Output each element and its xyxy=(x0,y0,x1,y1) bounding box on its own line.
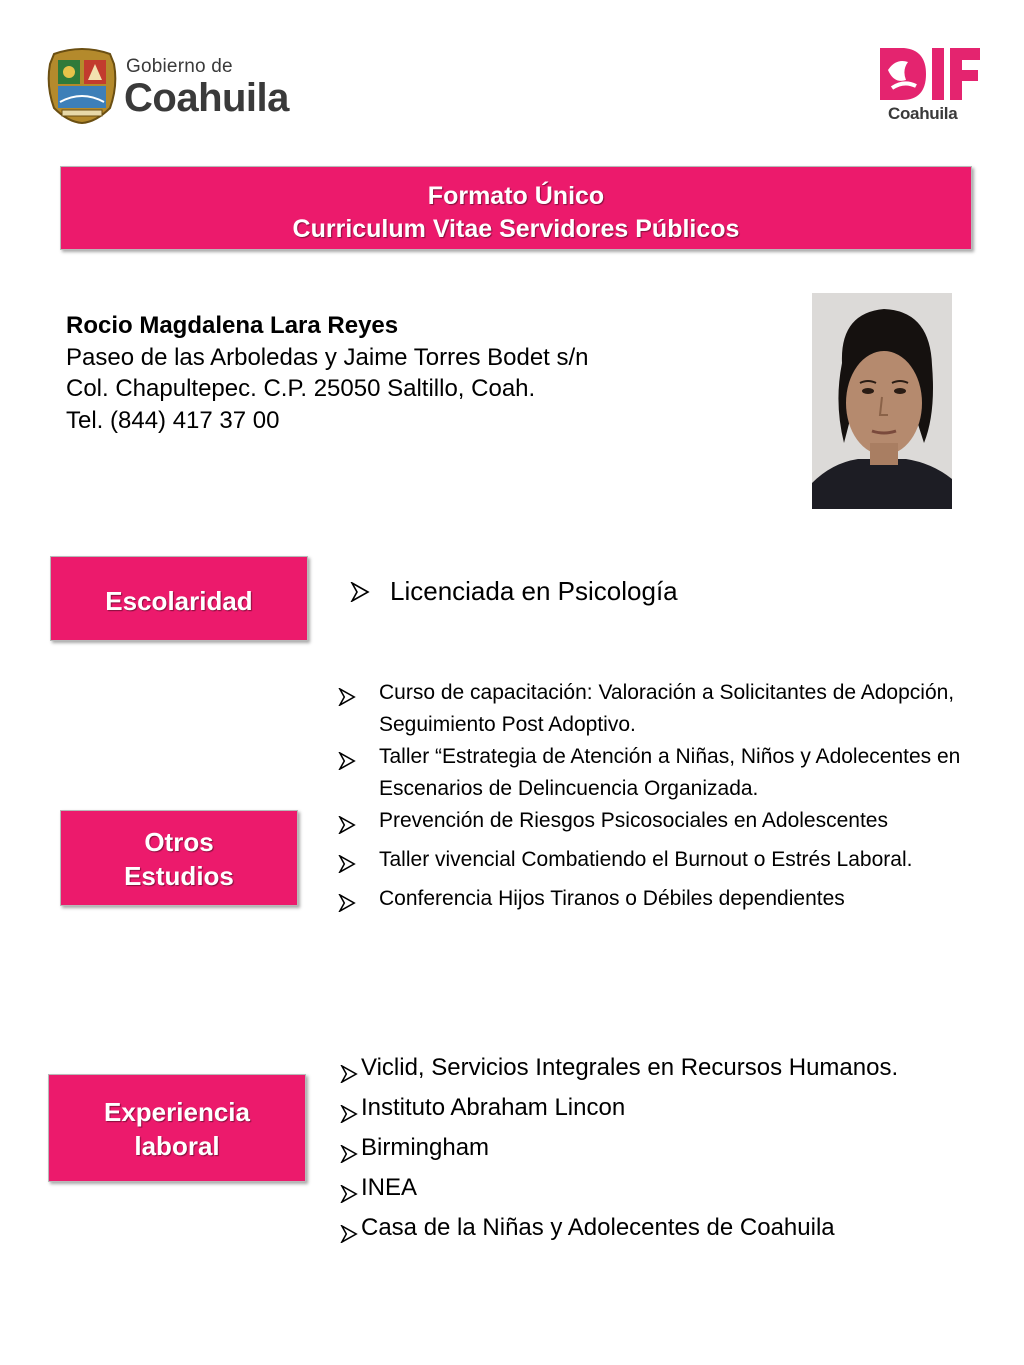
gobierno-big-text: Coahuila xyxy=(124,76,289,120)
otros-estudios-list xyxy=(338,677,978,922)
banner-line1: Formato Único xyxy=(427,182,605,210)
list-item-text: Taller vivencial Combatiendo el Burnout o Estrés Laboral. xyxy=(379,848,913,871)
arrow-bullet-icon xyxy=(338,805,379,844)
dif-coahuila-logo xyxy=(878,44,982,130)
label-experiencia-laboral xyxy=(48,1074,306,1182)
title-banner xyxy=(60,166,972,250)
list-item-text: Viclid, Servicios Integrales en Recursos Humanos. xyxy=(361,1054,899,1081)
arrow-bullet-icon xyxy=(340,1052,361,1092)
list-item xyxy=(340,1052,1000,1092)
label-escolaridad xyxy=(50,556,308,641)
arrow-bullet-icon xyxy=(338,677,379,716)
label-otros-line1: Otros xyxy=(144,827,214,857)
list-item-text: Instituto Abraham Lincon xyxy=(361,1094,626,1121)
list-item xyxy=(340,1212,1000,1252)
person-name: Rocio Magdalena Lara Reyes xyxy=(66,312,399,339)
dif-sub-text: Coahuila xyxy=(888,104,958,123)
experiencia-list xyxy=(340,1052,1000,1252)
list-item-text: Conferencia Hijos Tiranos o Débiles dependientes xyxy=(379,887,845,910)
phone-line: Tel. (844) 417 37 00 xyxy=(66,406,280,434)
list-item-text: Licenciada en Psicología xyxy=(390,576,678,606)
list-item xyxy=(340,1132,1000,1172)
list-item-text: Birmingham xyxy=(361,1134,490,1161)
portrait-image xyxy=(812,293,952,509)
list-item xyxy=(338,741,978,805)
arrow-bullet-icon xyxy=(340,1132,361,1172)
banner-line2: Curriculum Vitae Servidores Públicos xyxy=(292,215,740,243)
list-item xyxy=(350,576,678,607)
label-otros-estudios xyxy=(60,810,298,906)
list-item xyxy=(338,883,978,922)
label-experiencia-line1: Experiencia xyxy=(104,1097,250,1127)
list-item-text: INEA xyxy=(361,1174,418,1201)
list-item xyxy=(340,1172,1000,1212)
arrow-bullet-icon xyxy=(340,1092,361,1132)
list-item xyxy=(338,844,978,883)
list-item xyxy=(338,805,978,844)
arrow-bullet-icon xyxy=(338,883,379,922)
label-experiencia-line2: laboral xyxy=(134,1131,220,1161)
list-item-text: Prevención de Riesgos Psicosociales en Adolescentes xyxy=(379,809,888,832)
arrow-bullet-icon xyxy=(350,582,372,602)
arrow-bullet-icon xyxy=(338,741,379,780)
label-escolaridad-text: Escolaridad xyxy=(105,586,253,616)
list-item xyxy=(338,677,978,741)
escolaridad-list xyxy=(350,576,678,607)
arrow-bullet-icon xyxy=(340,1172,361,1212)
label-otros-line2: Estudios xyxy=(124,861,234,891)
address-line2: Col. Chapultepec. C.P. 25050 Saltillo, Coah. xyxy=(66,375,536,402)
arrow-bullet-icon xyxy=(340,1212,361,1252)
list-item-text: Taller “Estrategia de Atención a Niñas, Niños y Adolecentes en Escenarios de Delincuencia Organizada. xyxy=(379,745,961,800)
gobierno-small-text: Gobierno de xyxy=(126,56,233,77)
arrow-bullet-icon xyxy=(338,844,379,883)
list-item-text: Casa de la Niñas y Adolecentes de Coahuila xyxy=(361,1214,835,1241)
address-line1: Paseo de las Arboledas y Jaime Torres Bodet s/n xyxy=(66,343,589,371)
list-item-text: Curso de capacitación: Valoración a Solicitantes de Adopción, Seguimiento Post Adoptivo. xyxy=(379,681,955,736)
coahuila-seal-icon xyxy=(44,46,120,124)
gobierno-coahuila-logo xyxy=(44,46,314,126)
dif-logo-icon xyxy=(878,44,982,104)
portrait-photo xyxy=(812,293,952,509)
contact-block xyxy=(66,310,589,436)
list-item xyxy=(340,1092,1000,1132)
